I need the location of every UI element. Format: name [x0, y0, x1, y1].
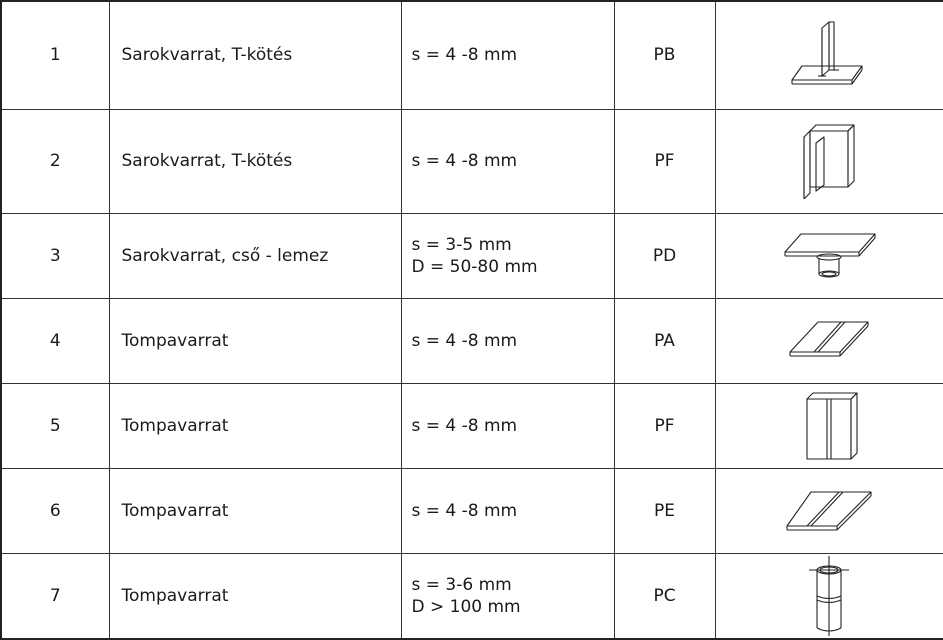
position-code: PE	[614, 468, 715, 553]
dimension-line: s = 4 -8 mm	[411, 500, 518, 521]
dimensions	[401, 109, 614, 213]
table-row	[1, 383, 943, 468]
table-row	[1, 213, 943, 298]
dimension-line: s = 4 -8 mm	[411, 330, 518, 351]
dimension-line: D > 100 mm	[411, 596, 521, 617]
row-number: 3	[1, 213, 109, 298]
t-joint-fillet-vertical-icon	[794, 123, 864, 199]
dimensions	[401, 468, 614, 553]
weld-type: Tompavarrat	[109, 553, 401, 639]
dimensions	[401, 553, 614, 639]
dimensions	[401, 1, 614, 109]
dimension-line: s = 3-5 mm	[411, 234, 512, 255]
table-row	[1, 468, 943, 553]
dimensions	[401, 298, 614, 383]
row-number: 2	[1, 109, 109, 213]
row-number: 1	[1, 1, 109, 109]
weld-illustration-cell	[715, 109, 943, 213]
position-code: PC	[614, 553, 715, 639]
row-number: 7	[1, 553, 109, 639]
row-number: 5	[1, 383, 109, 468]
weld-illustration-cell	[715, 1, 943, 109]
weld-illustration-cell	[715, 383, 943, 468]
weld-type: Sarokvarrat, cső - lemez	[109, 213, 401, 298]
table-row	[1, 1, 943, 109]
position-code: PD	[614, 213, 715, 298]
table-row	[1, 109, 943, 213]
pipe-butt-weld-icon	[799, 556, 859, 636]
dimension-line: s = 4 -8 mm	[411, 415, 518, 436]
butt-weld-vertical-icon	[797, 389, 861, 463]
dimension-line: s = 4 -8 mm	[411, 45, 518, 66]
weld-type: Sarokvarrat, T-kötés	[109, 1, 401, 109]
weld-illustration-cell	[715, 468, 943, 553]
dimensions	[401, 213, 614, 298]
table-row	[1, 553, 943, 639]
dimension-line: D = 50-80 mm	[411, 256, 538, 277]
weld-illustration-cell	[715, 213, 943, 298]
t-joint-fillet-flat-icon	[784, 20, 874, 90]
weld-type: Sarokvarrat, T-kötés	[109, 109, 401, 213]
row-number: 6	[1, 468, 109, 553]
weld-illustration-cell	[715, 553, 943, 639]
position-code: PA	[614, 298, 715, 383]
pipe-to-plate-overhead-icon	[779, 226, 879, 286]
dimension-line: s = 4 -8 mm	[411, 151, 518, 171]
position-code: PF	[614, 109, 715, 213]
weld-type: Tompavarrat	[109, 298, 401, 383]
dimensions	[401, 383, 614, 468]
butt-weld-overhead-icon	[781, 486, 877, 536]
weld-illustration-cell	[715, 298, 943, 383]
butt-weld-flat-icon	[784, 316, 874, 366]
table-row	[1, 298, 943, 383]
weld-type: Tompavarrat	[109, 468, 401, 553]
weld-type: Tompavarrat	[109, 383, 401, 468]
position-code: PB	[614, 1, 715, 109]
dimension-line: s = 3-6 mm	[411, 574, 512, 595]
position-code: PF	[614, 383, 715, 468]
row-number: 4	[1, 298, 109, 383]
